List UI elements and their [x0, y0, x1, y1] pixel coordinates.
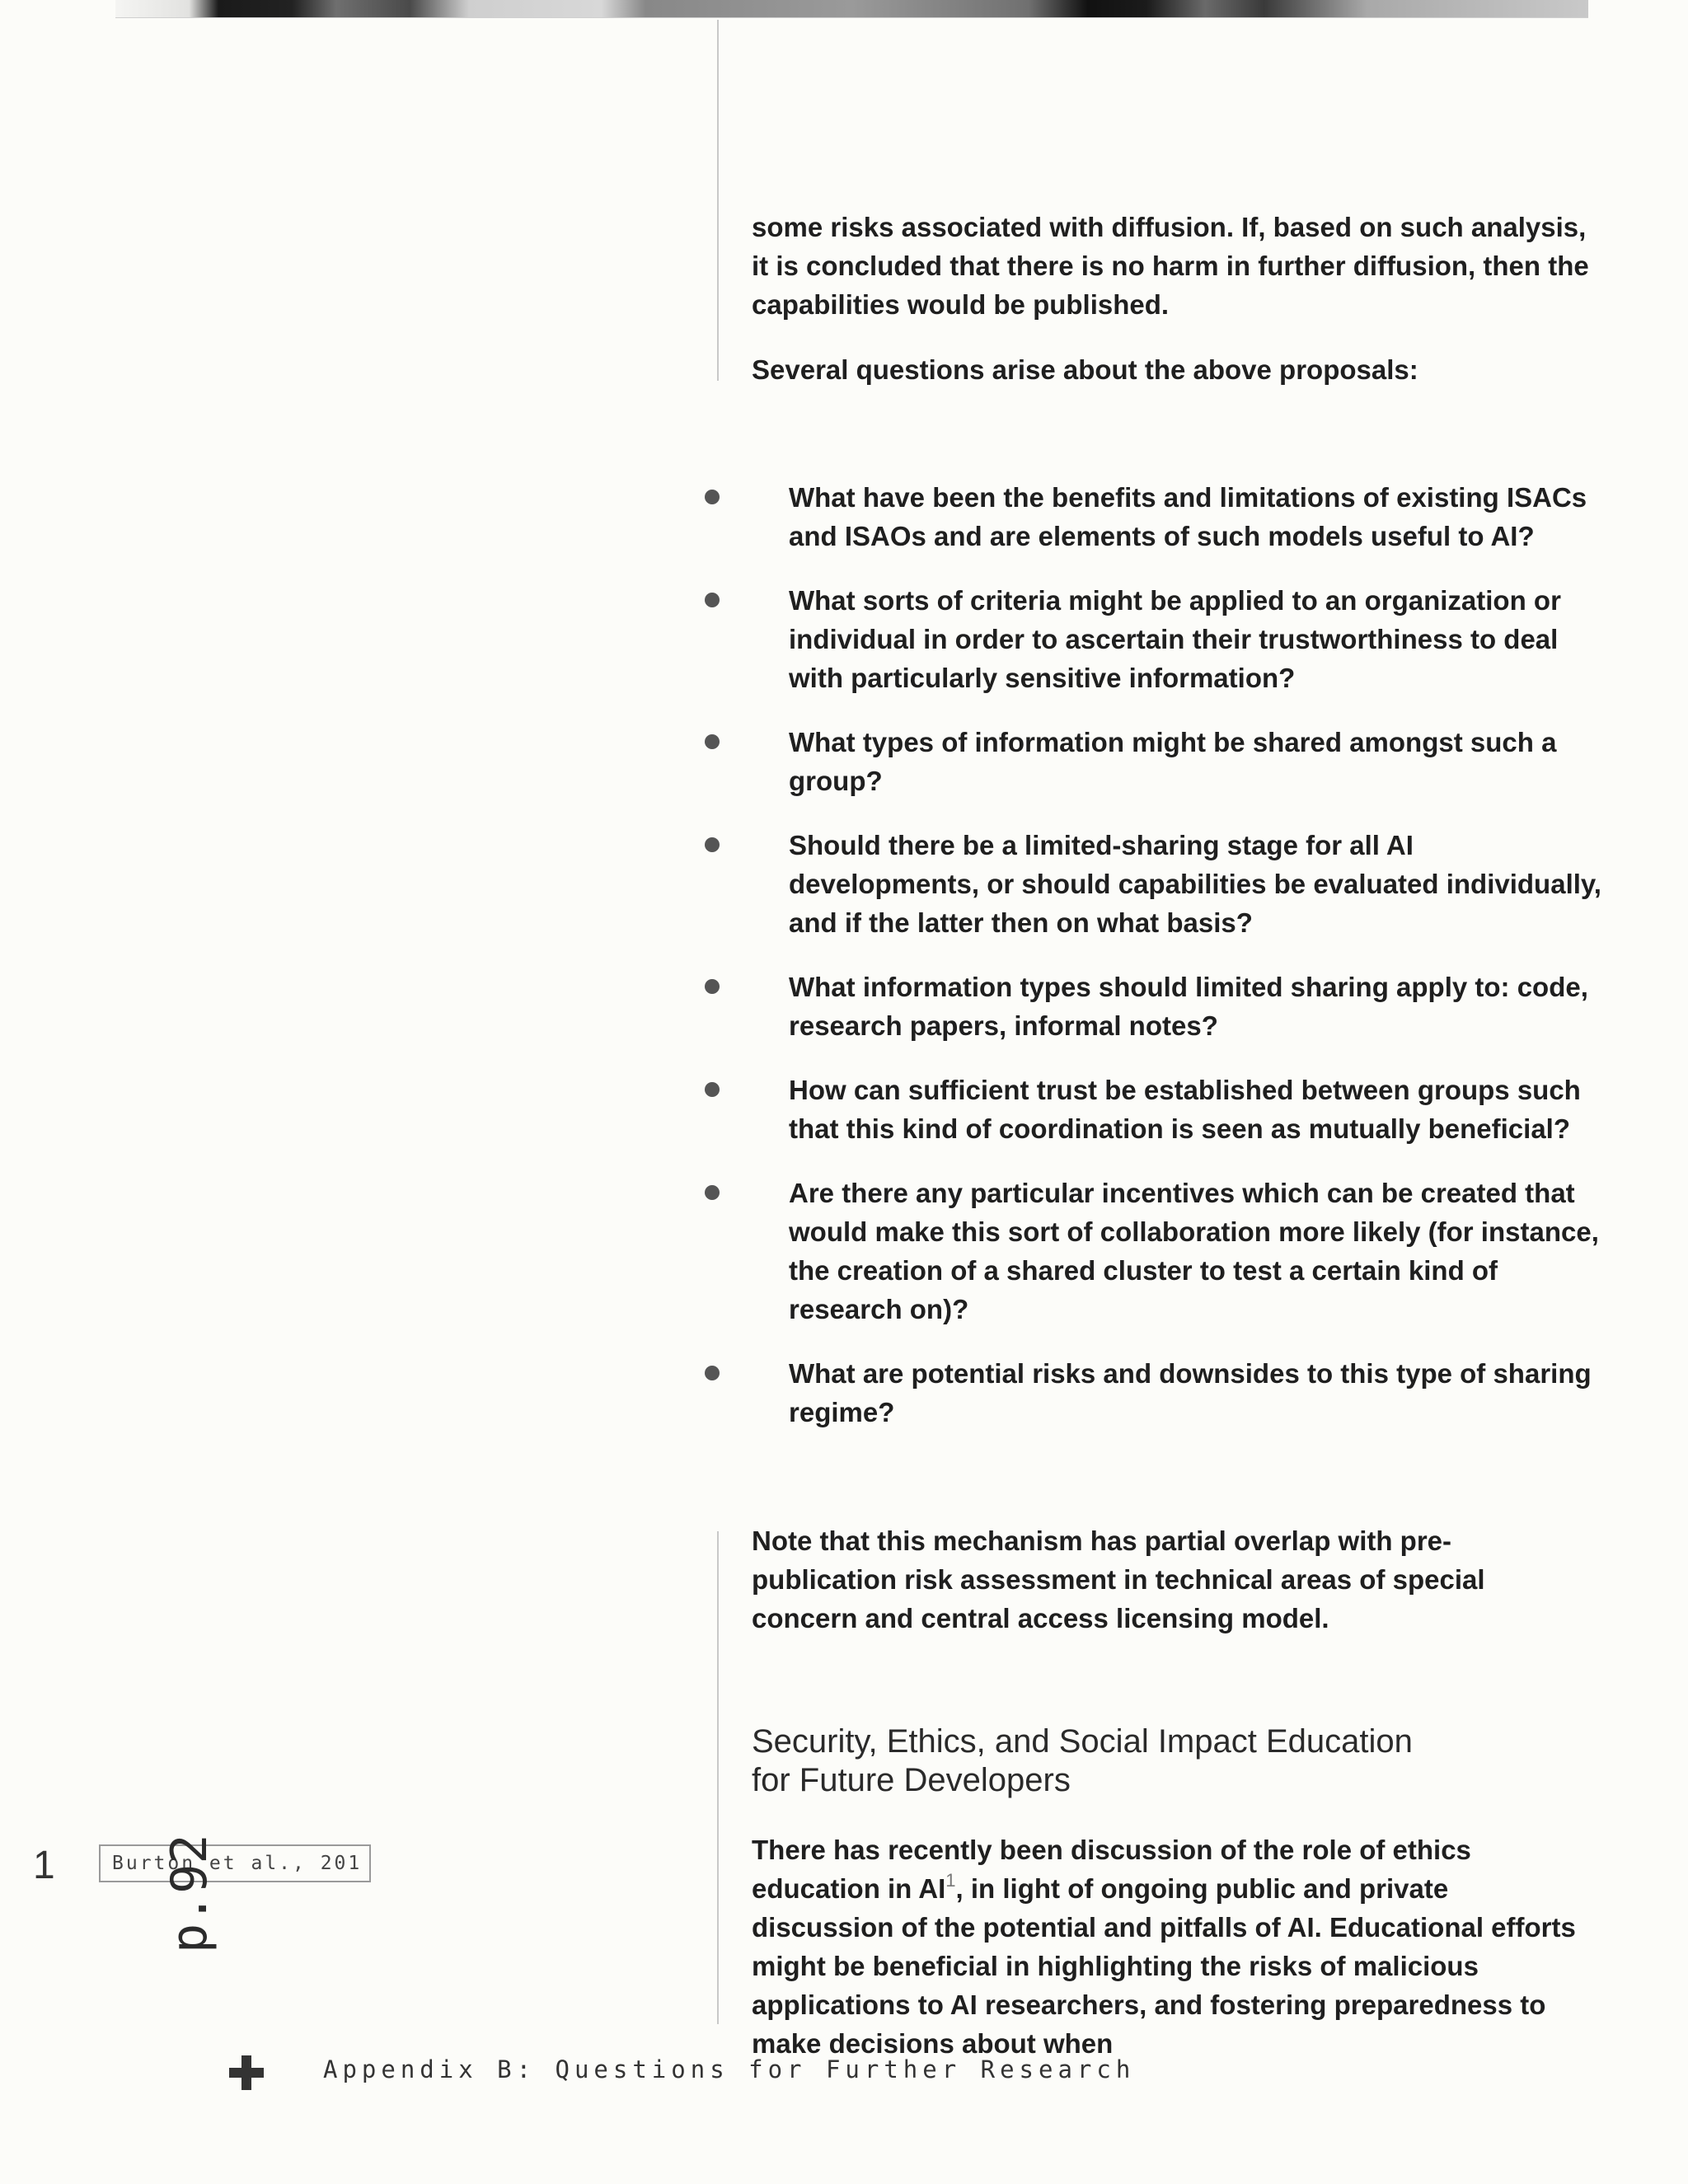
- paragraph-overlap-note: Note that this mechanism has partial overlap with pre-publication risk assessment in technical areas of special concern and central access licensing model.: [752, 1526, 1485, 1633]
- section-heading-line1: Security, Ethics, and Social Impact Education: [752, 1723, 1413, 1760]
- list-item: [705, 581, 1603, 697]
- section-heading: [752, 1722, 1493, 1800]
- bullet-icon: [705, 1185, 720, 1200]
- bullet-icon: [705, 837, 720, 852]
- bullet-icon: [705, 490, 720, 504]
- bullet-icon: [705, 1082, 720, 1097]
- footnote-marker: 1: [33, 1844, 55, 1887]
- question-text: What are potential risks and downsides to this type of sharing regime?: [789, 1358, 1592, 1427]
- paragraph-text-start: There has recently been discussion of the role of ethics education in AI: [752, 1835, 1471, 1904]
- list-item: [705, 968, 1603, 1045]
- question-text: What sorts of criteria might be applied to an organization or individual in order to ascertain their trustworthiness to deal with particularly sensitive information?: [789, 585, 1561, 693]
- header-rule: [115, 17, 1588, 18]
- question-text: What types of information might be shared amongst such a group?: [789, 727, 1557, 796]
- list-item: [705, 1174, 1603, 1329]
- paragraph-text-end: , in light of ongoing public and private discussion of the potential and pitfalls of AI. Educational efforts might be beneficial in highlighting the risks of malicious applications to AI researchers, and fostering preparedness to make decisions about when: [752, 1873, 1576, 2059]
- plus-icon: [229, 2055, 264, 2090]
- list-item: [705, 723, 1603, 800]
- paragraph-ethics-education: [752, 1830, 1592, 2063]
- bullet-icon: [705, 979, 720, 994]
- question-text: How can sufficient trust be established between groups such that this kind of coordination is seen as mutually beneficial?: [789, 1075, 1581, 1144]
- section-heading-line2: for Future Developers: [752, 1762, 1071, 1798]
- bullet-icon: [705, 1366, 720, 1380]
- footer-section-title: Appendix B: Questions for Further Research: [323, 2055, 1136, 2083]
- bullet-icon: [705, 734, 720, 749]
- header-gradient-bar: [115, 0, 1588, 18]
- page-number: p.92: [161, 1834, 218, 1953]
- column-rule-bottom: [717, 1531, 719, 2024]
- question-text: What have been the benefits and limitations of existing ISACs and ISAOs and are elements of such models useful to AI?: [789, 482, 1587, 551]
- citation-box: Burton et al., 201: [99, 1844, 371, 1882]
- list-item: [705, 1354, 1603, 1432]
- question-text: Are there any particular incentives which can be created that would make this sort of collaboration more likely (for instance, the creation of a shared cluster to test a certain kind of research on)?: [789, 1178, 1599, 1324]
- list-item: [705, 478, 1603, 555]
- list-item: [705, 826, 1603, 942]
- footnote-reference[interactable]: 1: [945, 1870, 956, 1891]
- list-item: [705, 1071, 1603, 1148]
- questions-list: [705, 478, 1603, 1457]
- question-text: Should there be a limited-sharing stage for all AI developments, or should capabilities be evaluated individually, and if the latter then on what basis?: [789, 830, 1601, 938]
- bullet-icon: [705, 593, 720, 607]
- paragraph-questions-intro: Several questions arise about the above proposals:: [752, 354, 1418, 385]
- question-text: What information types should limited sharing apply to: code, research papers, informal notes?: [789, 972, 1588, 1041]
- paragraph-diffusion: some risks associated with diffusion. If, based on such analysis, it is concluded that there is no harm in further diffusion, then the capabilities would be published.: [752, 212, 1589, 320]
- column-rule-top: [717, 20, 719, 381]
